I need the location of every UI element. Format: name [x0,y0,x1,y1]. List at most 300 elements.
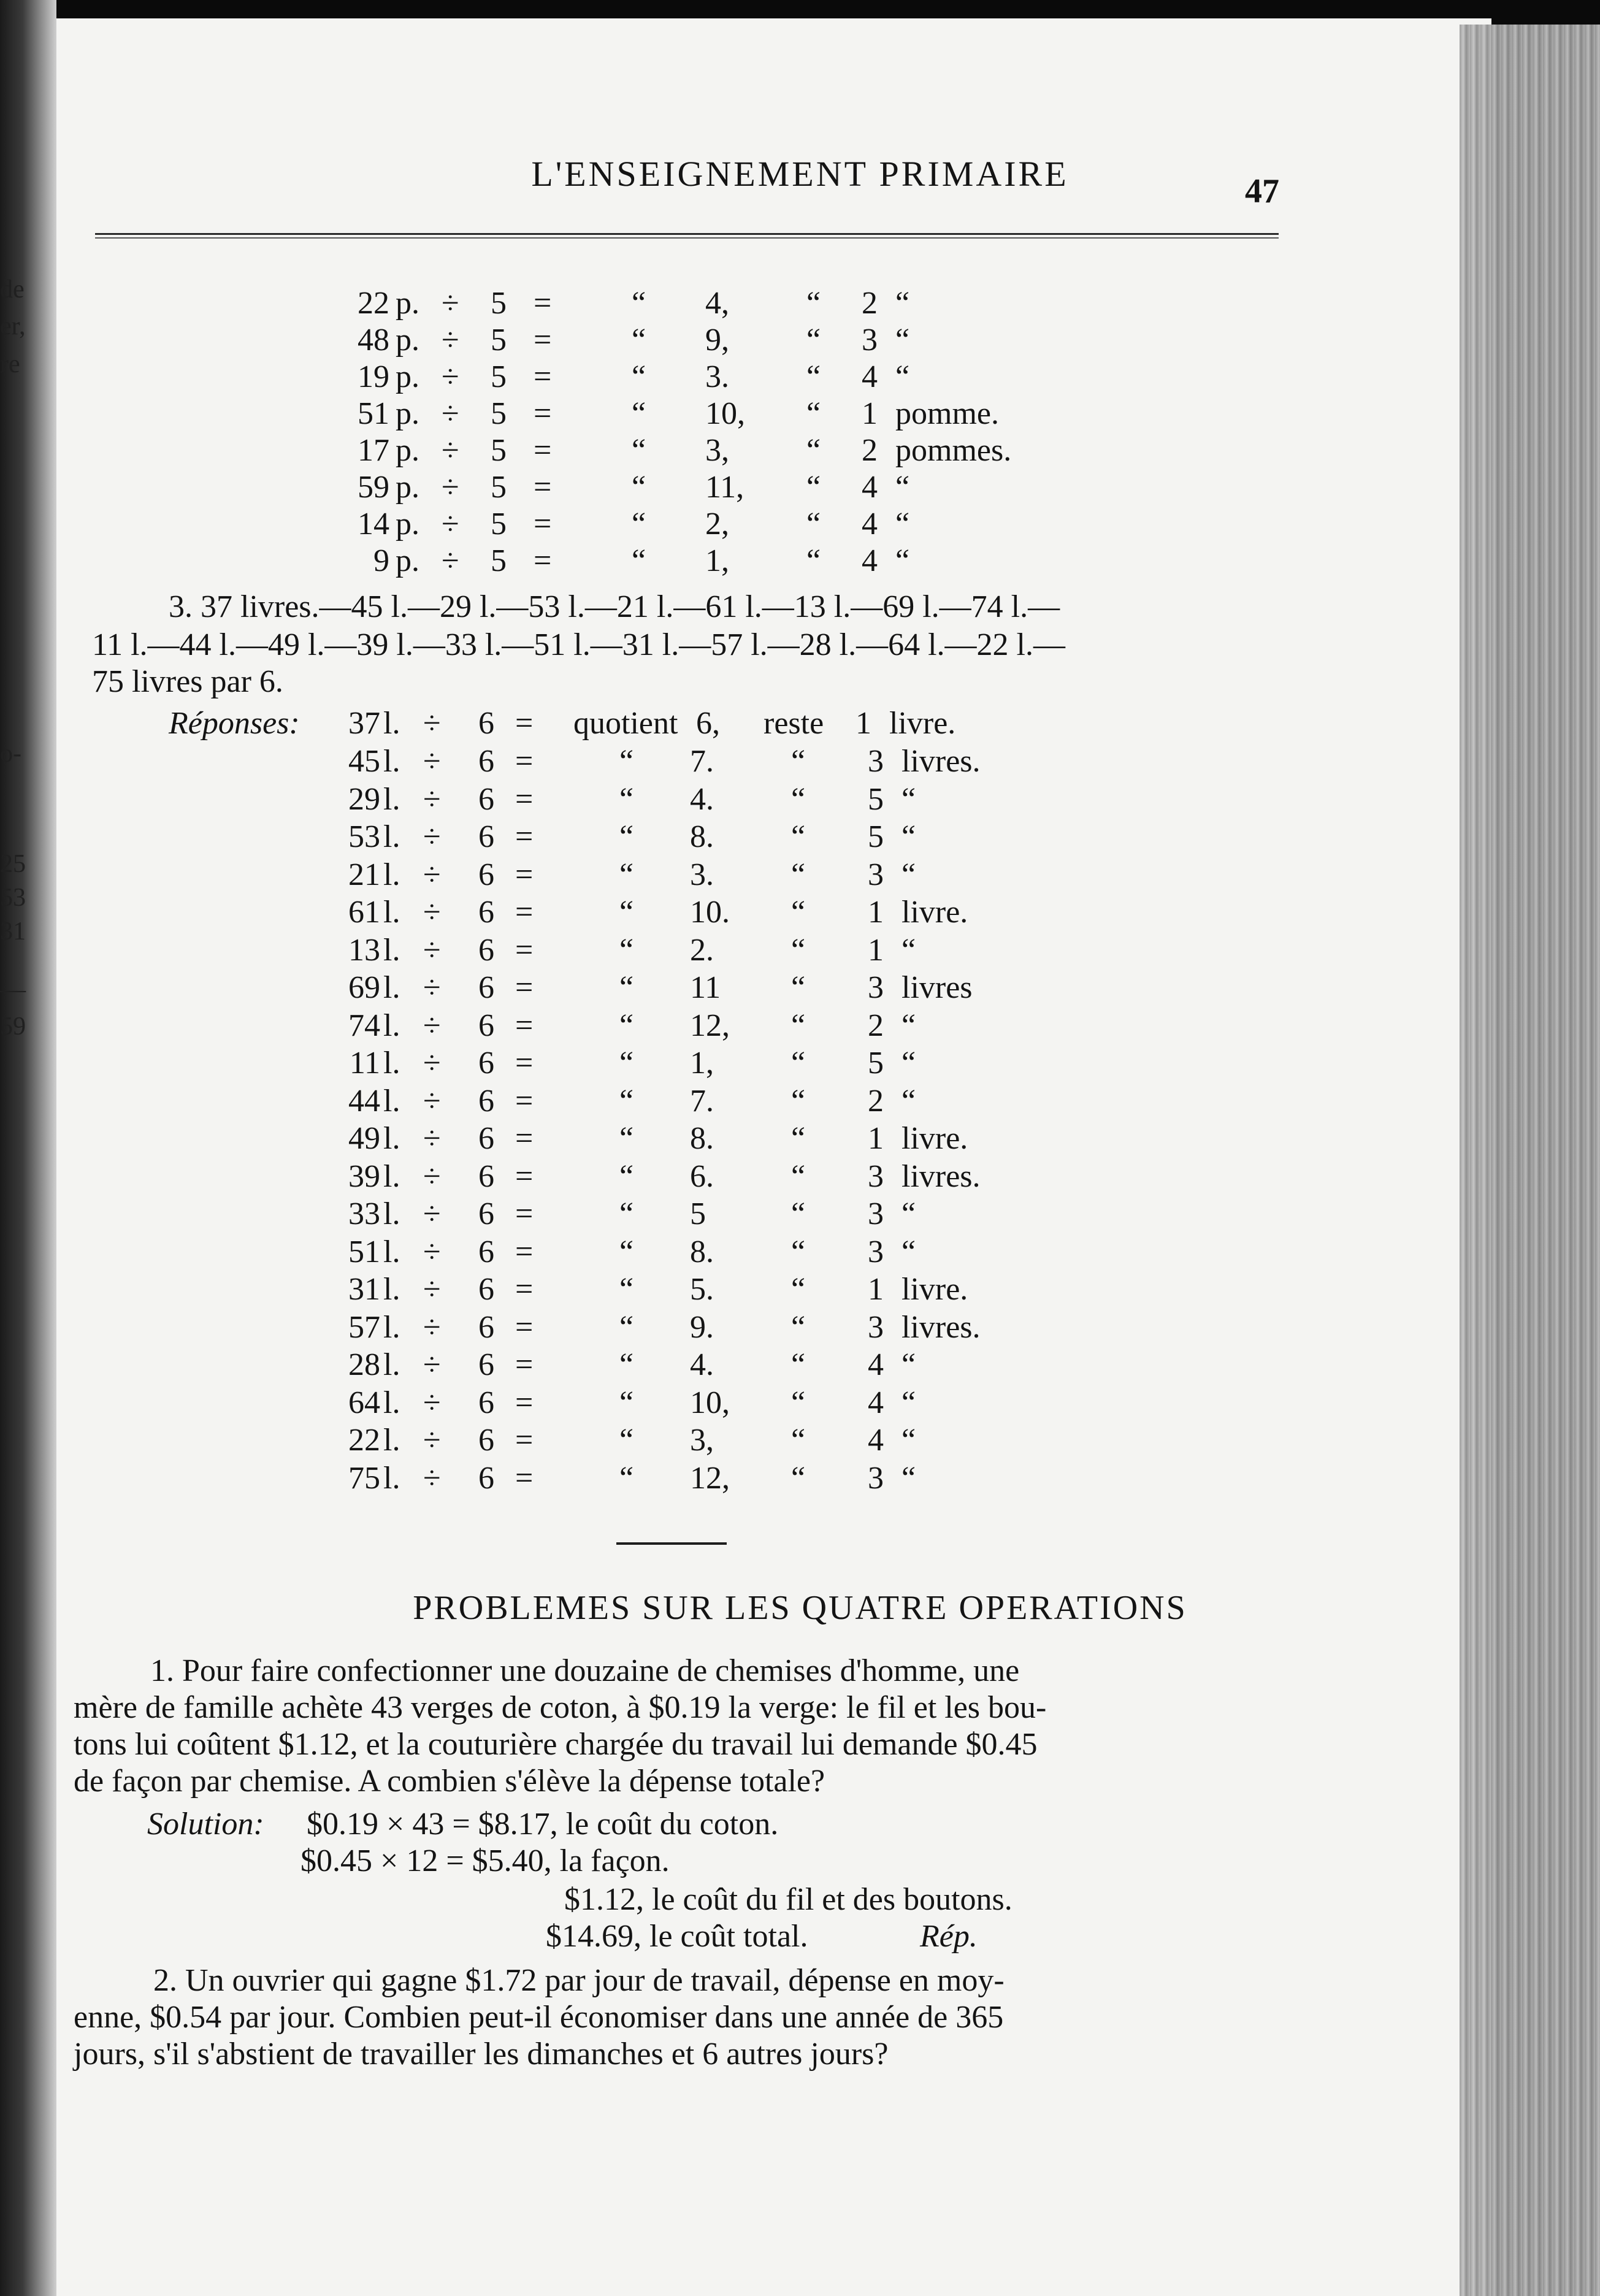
division-row [0,970,1227,1008]
dividend: 29 [348,781,380,817]
equals-sign: = [515,1196,534,1231]
division-row [0,1083,1227,1121]
unit: p. [396,396,419,431]
ditto-mark: “ [791,1121,806,1156]
ditto-mark: “ [791,819,806,854]
ditto-mark: “ [806,286,821,321]
equals-sign: = [534,359,552,394]
division-row [0,1347,1227,1385]
dividend: 31 [348,1272,380,1307]
ditto-mark: “ [806,323,821,358]
solution-line-2: $0.45 × 12 = $5.40, la façon. [300,1843,670,1878]
remainder: 3 [868,1460,884,1496]
quotient: 2. [690,932,714,968]
page-number: 47 [1245,172,1279,210]
divide-sign: ÷ [423,932,441,968]
divisor: 5 [491,543,507,578]
remainder: 1 [868,932,884,968]
dividend: 22 [358,286,389,321]
dividend: 49 [348,1121,380,1156]
remainder: 2 [868,1083,884,1119]
remainder: 4 [862,507,878,541]
equals-sign: = [534,396,552,431]
remainder: 3 [868,1196,884,1231]
dividend: 21 [348,857,380,892]
dividend: 39 [348,1158,380,1194]
remainder: 1 [868,1121,884,1156]
divisor: 5 [491,433,507,468]
remainder: 2 [862,433,878,468]
divisor: 6 [478,1083,494,1119]
ditto-mark: “ [806,470,821,505]
quotient: 3. [705,359,729,394]
ditto-mark: “ [619,1272,634,1307]
divisor: 6 [478,1272,494,1307]
ditto-mark: “ [619,1460,634,1496]
unit: p. [396,507,419,541]
problem-1-line-1: 1. Pour faire confectionner une douzaine de chemises d'homme, une [150,1653,1020,1688]
rep-label: Rép. [920,1919,978,1954]
dividend: 64 [348,1385,380,1420]
equals-sign: = [515,1158,534,1194]
unit: l. [383,1347,400,1382]
dividend: 17 [358,433,389,468]
ditto-mark: “ [619,1083,634,1119]
divide-sign: ÷ [423,1423,441,1458]
equals-sign: = [515,1046,534,1081]
previous-page-fragment: 53 [0,884,26,912]
problem-2-line-1: 2. Un ouvrier qui gagne $1.72 par jour de travail, dépense en moy- [153,1963,1005,1998]
division-row [0,285,1227,323]
unit: l. [383,1272,400,1307]
ditto-mark: “ [806,359,821,394]
ditto-mark: “ [791,1196,806,1231]
dividend: 69 [348,970,380,1005]
ditto-mark: “ [791,1423,806,1458]
ditto-mark: “ [791,1347,806,1382]
remainder: 1 [868,895,884,930]
ditto-mark: “ [791,1272,806,1307]
unit-word: livres. [901,1309,981,1345]
unit: l. [383,1460,400,1496]
unit-word: livres. [901,1158,981,1194]
ditto-mark: “ [791,744,806,779]
division-row [0,432,1227,470]
division-row [0,705,1227,743]
remainder: 3 [868,1234,884,1269]
division-row [0,1422,1227,1460]
remainder: 3 [868,970,884,1005]
remainder: 3 [868,1158,884,1194]
unit: l. [383,932,400,968]
divide-sign: ÷ [442,470,459,505]
unit: l. [383,1158,400,1194]
equals-sign: = [515,895,534,930]
ditto-mark: “ [791,1234,806,1269]
division-row [0,469,1227,507]
unit-word: “ [901,1083,916,1119]
divisor: 6 [478,1008,494,1043]
division-row [0,396,1227,434]
ditto-mark: “ [791,781,806,817]
problem-3-line-1: 3. 37 livres.—45 l.—29 l.—53 l.—21 l.—61 l.—13 l.—69 l.—74 l.— [169,589,1060,624]
division-row [0,894,1227,932]
ditto-mark: “ [619,895,634,930]
dividend: 22 [348,1423,380,1458]
division-row [0,506,1227,544]
ditto-mark: “ [791,857,806,892]
quotient: 4. [690,781,714,817]
quotient: 8. [690,1234,714,1269]
ditto-mark: “ [619,1309,634,1345]
equals-sign: = [515,1234,534,1269]
equals-sign: = [515,1385,534,1420]
unit: p. [396,359,419,394]
quotient: 6, [696,706,720,741]
remainder: 4 [868,1347,884,1382]
remainder: 1 [868,1272,884,1307]
divisor: 6 [478,706,494,741]
dividend: 51 [358,396,389,431]
equals-sign: = [515,1121,534,1156]
unit: l. [383,970,400,1005]
quotient: 11 [690,970,721,1005]
ditto-mark: “ [791,1083,806,1119]
ditto-mark: “ [619,932,634,968]
equals-sign: = [515,1309,534,1345]
unit: l. [383,819,400,854]
quotient: 9, [705,323,729,358]
unit: l. [383,706,400,741]
unit-word: livre. [901,1121,968,1156]
divisor: 6 [478,744,494,779]
quotient: 8. [690,1121,714,1156]
equals-sign: = [534,470,552,505]
dividend: 45 [348,744,380,779]
ditto-mark: “ [619,1385,634,1420]
dividend: 33 [348,1196,380,1231]
unit-word: “ [901,1008,916,1043]
divisor: 6 [478,1385,494,1420]
dividend: 13 [348,932,380,968]
unit-word: “ [901,1460,916,1496]
remainder: 2 [868,1008,884,1043]
ditto-mark: “ [632,433,646,468]
problem-2-line-3: jours, s'il s'abstient de travailler les dimanches et 6 autres jours? [74,2037,889,2072]
section-heading: PROBLEMES SUR LES QUATRE OPERATIONS [413,1589,1187,1627]
division-row [0,1158,1227,1196]
dividend: 14 [358,507,389,541]
remainder: 4 [862,470,878,505]
unit-word: “ [895,286,910,321]
quotient: 11, [705,470,744,505]
problem-1-line-3: tons lui coûtent $1.12, et la couturière chargée du travail lui demande $0.45 [74,1727,1038,1762]
remainder: 1 [862,396,878,431]
unit-word: pomme. [895,396,999,431]
division-row [0,322,1227,360]
dividend: 48 [358,323,389,358]
divisor: 6 [478,819,494,854]
equals-sign: = [515,1460,534,1496]
remainder: 3 [868,1309,884,1345]
equals-sign: = [515,932,534,968]
remainder: 4 [862,359,878,394]
ditto-mark: “ [619,1121,634,1156]
previous-page-fragment: — [0,976,26,1004]
running-title: L'ENSEIGNEMENT PRIMAIRE [531,154,1069,194]
unit-word: “ [895,359,910,394]
divide-sign: ÷ [423,1046,441,1081]
quotient: 4, [705,286,729,321]
divisor: 5 [491,396,507,431]
divisor: 6 [478,857,494,892]
section-rule [616,1542,727,1545]
dividend: 37 [348,706,380,741]
reste-word: reste [764,706,824,741]
equals-sign: = [515,1347,534,1382]
unit: l. [383,1083,400,1119]
divide-sign: ÷ [442,286,459,321]
quotient: 10. [690,895,730,930]
unit: l. [383,781,400,817]
division-row [0,1196,1227,1234]
divide-sign: ÷ [423,970,441,1005]
problem-1-line-2: mère de famille achète 43 verges de coton, à $0.19 la verge: le fil et les bou- [74,1690,1047,1725]
unit: l. [383,1121,400,1156]
unit-word: “ [901,1196,916,1231]
quotient: 10, [705,396,745,431]
equals-sign: = [515,781,534,817]
unit-word: “ [895,323,910,358]
equals-sign: = [534,323,552,358]
remainder: 5 [868,781,884,817]
problem-3-line-3: 75 livres par 6. [92,664,283,699]
unit-word: “ [895,543,910,578]
previous-page-fragment: er, [0,312,26,340]
dividend: 59 [358,470,389,505]
ditto-mark: “ [619,1046,634,1081]
ditto-mark: “ [806,507,821,541]
dividend: 57 [348,1309,380,1345]
ditto-mark: “ [791,1460,806,1496]
unit-word: “ [901,819,916,854]
unit: l. [383,1046,400,1081]
divide-sign: ÷ [423,1309,441,1345]
equals-sign: = [515,1083,534,1119]
divide-sign: ÷ [423,819,441,854]
equals-sign: = [534,433,552,468]
divide-sign: ÷ [442,543,459,578]
dividend: 51 [348,1234,380,1269]
equals-sign: = [534,286,552,321]
division-row [0,1120,1227,1158]
equals-sign: = [534,543,552,578]
division-row [0,857,1227,895]
unit: l. [383,1234,400,1269]
quotient: 9. [690,1309,714,1345]
division-row [0,1271,1227,1309]
previous-page-fragment: o- [0,740,21,768]
unit: l. [383,857,400,892]
solution-label: Solution: [147,1807,264,1842]
solution-line-1: $0.19 × 43 = $8.17, le coût du coton. [307,1807,779,1842]
unit: l. [383,1385,400,1420]
quotient: 4. [690,1347,714,1382]
divisor: 6 [478,1309,494,1345]
unit: l. [383,895,400,930]
quotient: 3, [705,433,729,468]
divisor: 6 [478,970,494,1005]
ditto-mark: “ [791,932,806,968]
equals-sign: = [534,507,552,541]
ditto-mark: “ [619,970,634,1005]
divide-sign: ÷ [423,1272,441,1307]
quotient: 12, [690,1008,730,1043]
quotient: 1, [705,543,729,578]
unit: l. [383,1008,400,1043]
division-row [0,1385,1227,1423]
divide-sign: ÷ [442,433,459,468]
division-row [0,819,1227,857]
ditto-mark: “ [619,1158,634,1194]
equals-sign: = [515,1272,534,1307]
remainder: 3 [868,744,884,779]
divide-sign: ÷ [442,507,459,541]
division-row [0,781,1227,819]
unit: p. [396,286,419,321]
unit-word: livres. [901,744,981,779]
divisor: 6 [478,1046,494,1081]
divisor: 5 [491,286,507,321]
answers-label: Réponses: [169,706,300,741]
remainder: 4 [862,543,878,578]
previous-page-fragment: de [0,275,25,304]
dividend: 61 [348,895,380,930]
quotient: 6. [690,1158,714,1194]
dividend: 44 [348,1083,380,1119]
ditto-mark: “ [791,1385,806,1420]
remainder: 5 [868,1046,884,1081]
unit: p. [396,433,419,468]
previous-page-fragment: 31 [0,917,26,946]
divide-sign: ÷ [423,744,441,779]
dividend: 53 [348,819,380,854]
ditto-mark: “ [632,286,646,321]
equals-sign: = [515,1008,534,1043]
divisor: 6 [478,1423,494,1458]
divisor: 5 [491,470,507,505]
page-edge [1460,25,1600,2296]
divisor: 5 [491,507,507,541]
ditto-mark: “ [791,970,806,1005]
unit: l. [383,1309,400,1345]
quotient: 2, [705,507,729,541]
unit: p. [396,470,419,505]
unit-word: livres [901,970,973,1005]
problem-2-line-2: enne, $0.54 par jour. Combien peut-il économiser dans une année de 365 [74,2000,1004,2035]
divisor: 6 [478,1234,494,1269]
solution-line-3: $1.12, le coût du fil et des boutons. [564,1882,1012,1917]
unit-word: livre. [901,1272,968,1307]
unit-word: “ [901,857,916,892]
ditto-mark: “ [791,1008,806,1043]
quotient: 8. [690,819,714,854]
divide-sign: ÷ [423,895,441,930]
ditto-mark: “ [791,1046,806,1081]
quotient: 10, [690,1385,730,1420]
ditto-mark: “ [619,781,634,817]
equals-sign: = [515,1423,534,1458]
division-row [0,1045,1227,1083]
divide-sign: ÷ [423,857,441,892]
divisor: 6 [478,895,494,930]
divide-sign: ÷ [442,323,459,358]
unit-word: “ [901,781,916,817]
equals-sign: = [515,970,534,1005]
equals-sign: = [515,819,534,854]
divide-sign: ÷ [423,1196,441,1231]
divide-sign: ÷ [423,1083,441,1119]
divide-sign: ÷ [423,1158,441,1194]
division-row [0,932,1227,970]
divisor: 5 [491,359,507,394]
ditto-mark: “ [632,543,646,578]
unit: l. [383,744,400,779]
unit: p. [396,543,419,578]
division-row [0,1008,1227,1046]
divide-sign: ÷ [423,1385,441,1420]
quotient: 12, [690,1460,730,1496]
divide-sign: ÷ [442,396,459,431]
ditto-mark: “ [619,1423,634,1458]
ditto-mark: “ [632,470,646,505]
ditto-mark: “ [619,1008,634,1043]
dividend: 19 [358,359,389,394]
ditto-mark: “ [632,323,646,358]
remainder: 3 [868,857,884,892]
previous-page-fragment: 25 [0,850,26,878]
ditto-mark: “ [806,396,821,431]
unit-word: livre. [889,706,956,741]
unit: p. [396,323,419,358]
ditto-mark: “ [806,433,821,468]
divide-sign: ÷ [423,781,441,817]
ditto-mark: “ [632,396,646,431]
equals-sign: = [515,857,534,892]
ditto-mark: “ [619,744,634,779]
problem-3-line-2: 11 l.—44 l.—49 l.—39 l.—33 l.—51 l.—31 l.—57 l.—28 l.—64 l.—22 l.— [92,627,1065,662]
unit-word: “ [895,507,910,541]
equals-sign: = [515,744,534,779]
unit-word: livre. [901,895,968,930]
dividend: 28 [348,1347,380,1382]
problem-1-line-4: de façon par chemise. A combien s'élève la dépense totale? [74,1764,825,1799]
remainder: 5 [868,819,884,854]
quotient: 5 [690,1196,706,1231]
dividend: 9 [373,543,389,578]
divisor: 5 [491,323,507,358]
divisor: 6 [478,1158,494,1194]
remainder: 3 [862,323,878,358]
quotient: 3. [690,857,714,892]
remainder: 4 [868,1385,884,1420]
division-row [0,1234,1227,1272]
unit-word: “ [901,1385,916,1420]
division-row [0,1309,1227,1347]
ditto-mark: “ [619,857,634,892]
divide-sign: ÷ [423,1347,441,1382]
ditto-mark: “ [632,359,646,394]
